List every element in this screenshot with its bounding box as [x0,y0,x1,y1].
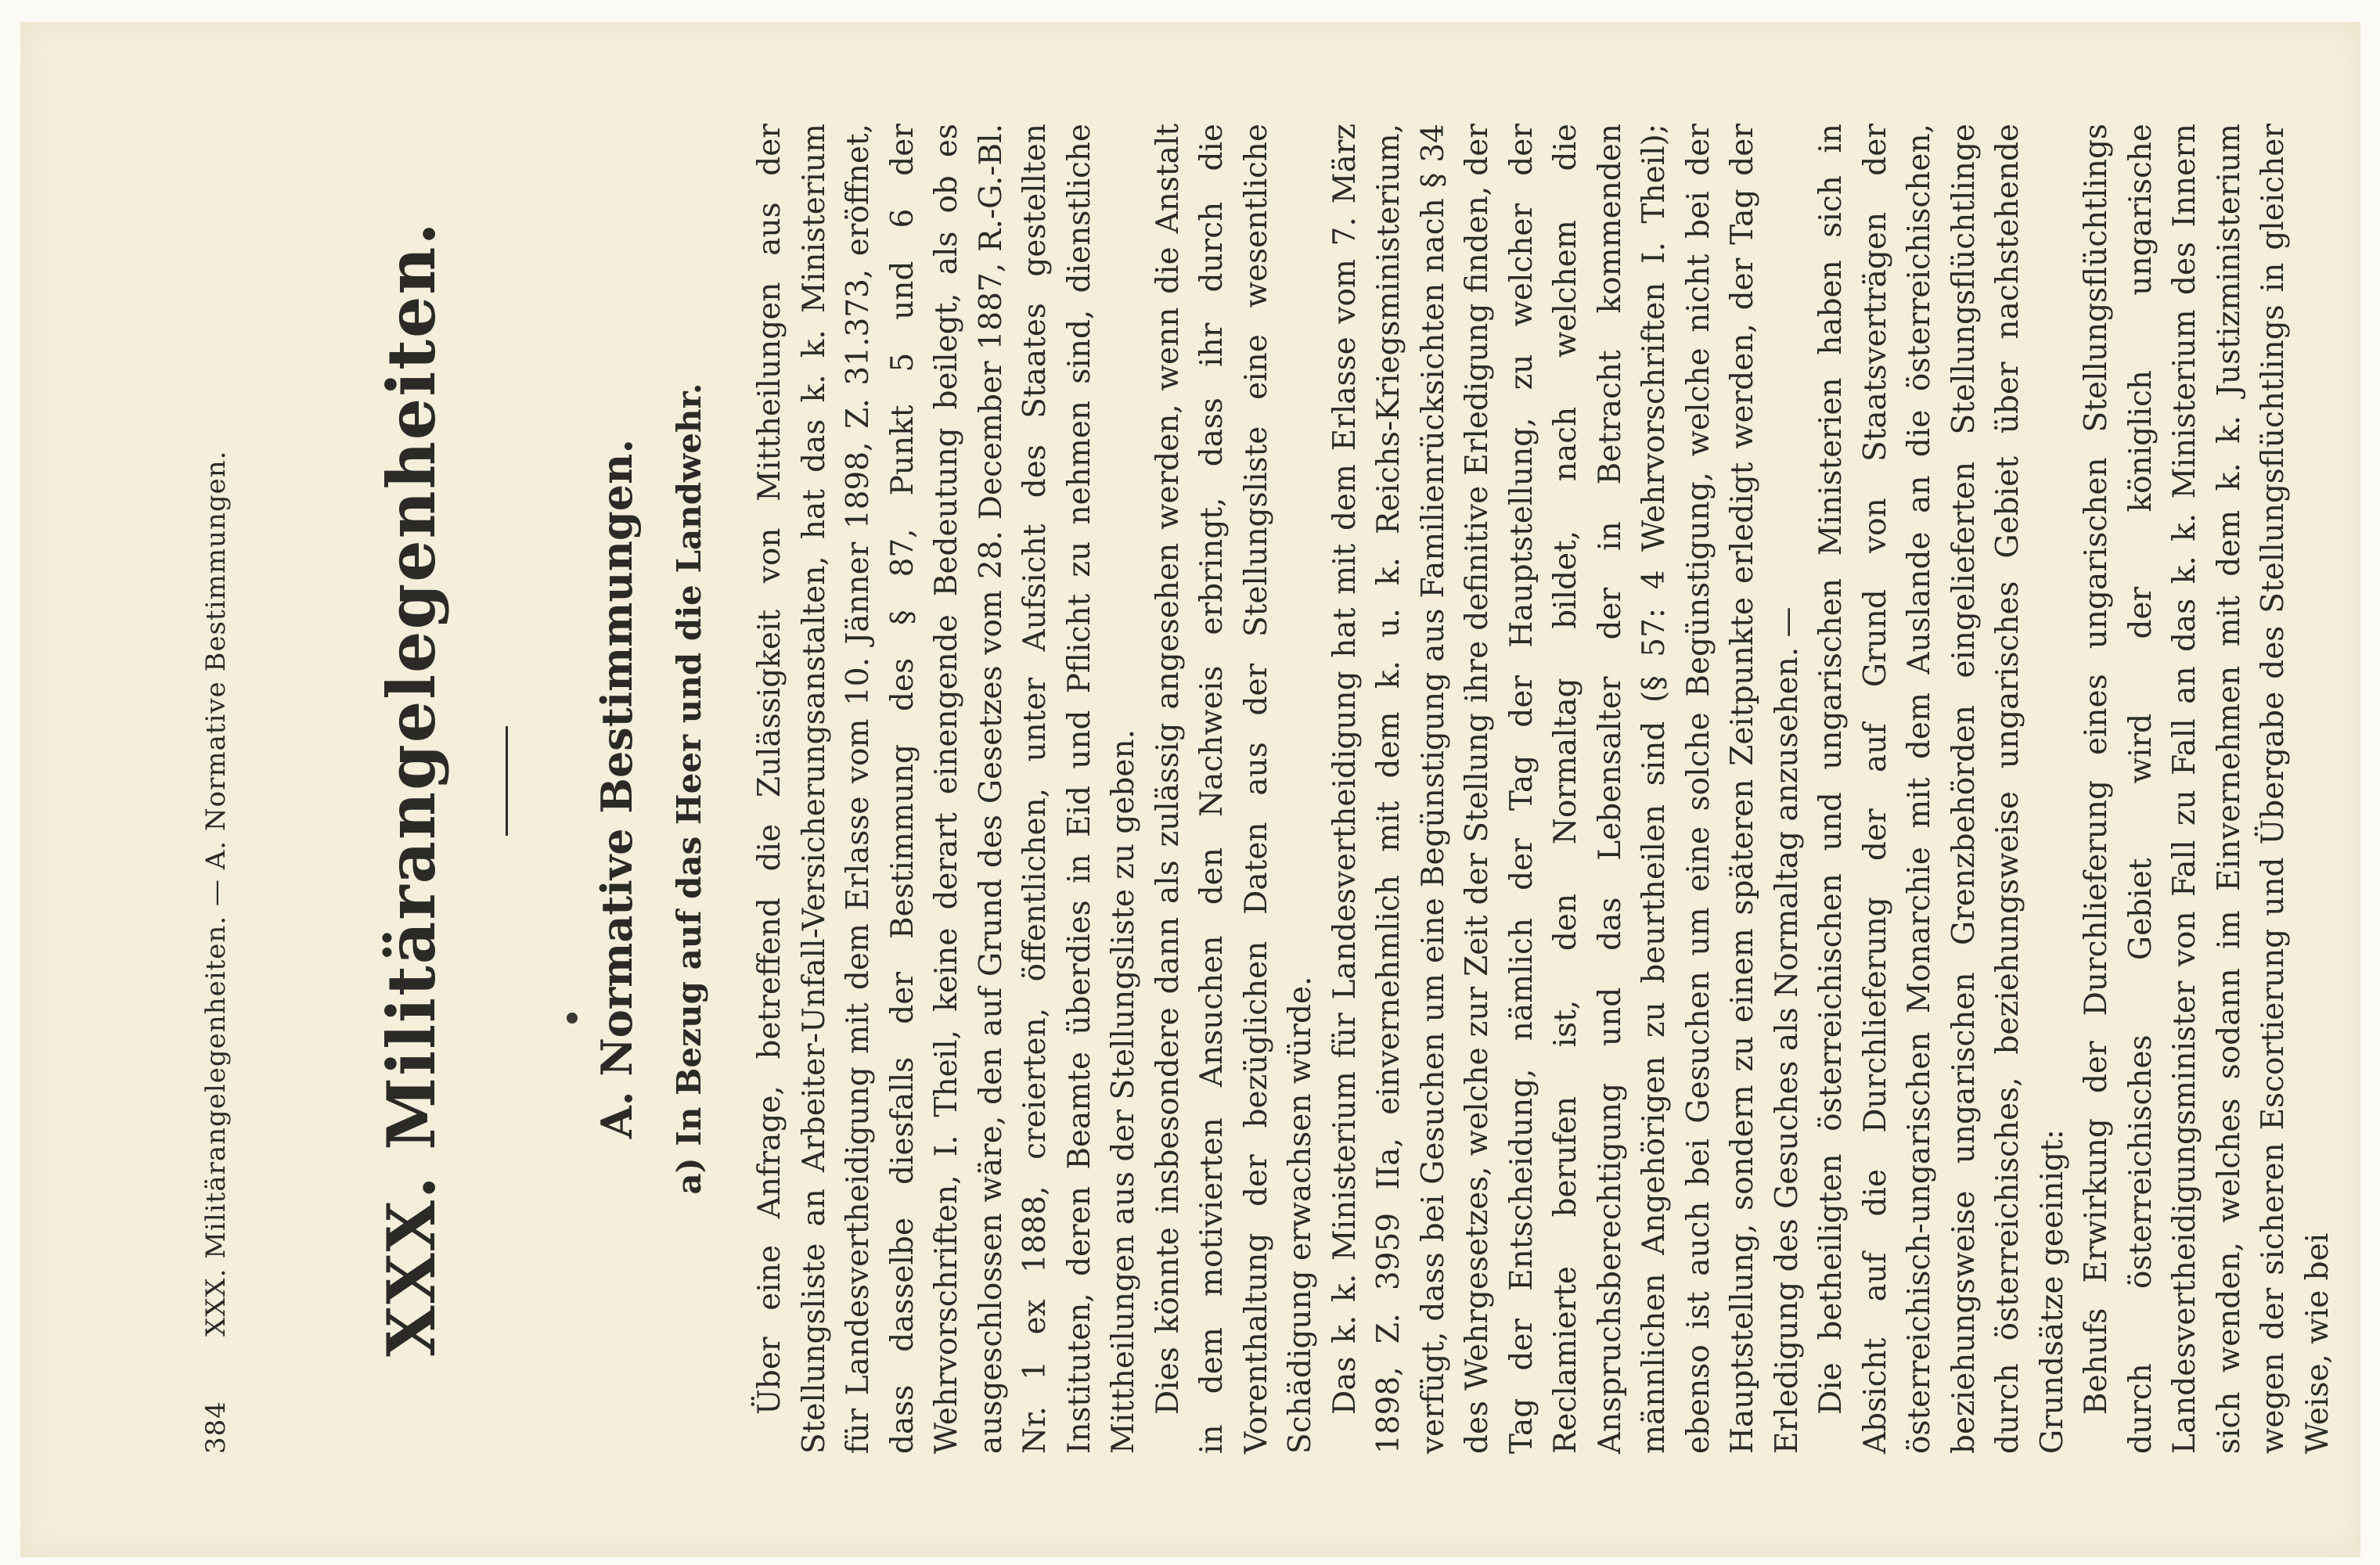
body-text [748,124,2335,1454]
subsection-title: a) In Bezug auf das Heer und die Landwehr. [670,383,708,1195]
rotated-page-content [153,77,2335,1485]
section-title: A. Normative Bestimmungen. [592,438,642,1139]
page-number: 384 [200,1401,232,1454]
title-divider [506,726,508,836]
paragraph: Die betheiligten österreichischen und ungarischen Ministerien haben sich in Absicht auf die Durchlieferung der auf Grund von Staatsverträgen der österreichisch-ungarischen Monarchie mit dem Auslande an die österreichischen, beziehungsweise ungarischen Grenzbehörden eingelieferten Stellungsflüchtlinge durch österreichisches, beziehungsweise ungarisches Gebiet über nachstehende Grundsätze geeinigt: [1813,124,2070,1454]
paper-page [20,22,2360,1557]
ink-spot [567,1013,578,1024]
chapter-title: XXX. Militärangelegenheiten. [373,221,450,1357]
paragraph: Dies könnte insbesondere dann als zulässig angesehen werden, wenn die Anstalt in dem motivierten Ansuchen den Nachweis erbringt, dass ihr durch die Vorenthaltung der bezüglichen Daten aus der Stellungsliste eine wesentliche Schädigung erwachsen würde. [1150,124,1318,1454]
paragraph: Das k. k. Ministerium für Landesvertheidigung hat mit dem Erlasse vom 7. März 1898, Z. 3959 IIa, einvernehmlich mit dem k. u. k. Reichs-Kriegsministerium, verfügt, dass bei Gesuchen um eine Begünstigung aus Familienrücksichten nach § 34 des Wehrgesetzes, welche zur Zeit der Stellung ihre definitive Erledigung finden, der Tag der Entscheidung, nämlich der Tag der Hauptstellung, zu welcher der Reclamierte berufen ist, den Normaltag bildet, nach welchem die Anspruchsberechtigung und das Lebensalter der in Betracht kommenden männlichen Angehörigen zu beurtheilen sind (§ 57: 4 Wehrvorschriften I. Theil); ebenso ist auch bei Gesuchen um eine solche Begünstigung, welche nicht bei der Hauptstellung, sondern zu einem späteren Zeitpunkte erledigt werden, der Tag der Erledigung des Gesuches als Normaltag anzusehen. — [1327,124,1805,1454]
running-head [200,124,247,1454]
paragraph: Behufs Erwirkung der Durchlieferung eines ungarischen Stellungsflüchtlings durch österreichisches Gebiet wird der königlich ungarische Landesvertheidigungsminister von Fall zu Fall an das k. k. Ministerium des Innern sich wenden, welches sodann im Einvernehmen mit dem k. k. Justizministerium wegen der sicheren Escortierung und Übergabe des Stellungsflüchtlings in gleicher Weise, wie bei [2079,124,2335,1454]
running-head-text: XXX. Militärangelegenheiten. — A. Normative Bestimmungen. [200,450,232,1337]
paragraph: Über eine Anfrage, betreffend die Zulässigkeit von Mittheilungen aus der Stellungsliste an Arbeiter-Unfall-Versicherungsanstalten, hat das k. k. Ministerium für Landesvertheidigung mit dem Erlasse vom 10. Jänner 1898, Z. 31.373, eröffnet, dass dasselbe diesfalls der Bestimmung des § 87, Punkt 5 und 6 der Wehrvorschriften, I. Theil, keine derart einengende Bedeutung beilegt, als ob es ausgeschlossen wäre, den auf Grund des Gesetzes vom 28. December 1887, R.-G.-Bl. Nr. 1 ex 1888, creierten, öffentlichen, unter Aufsicht des Staates gestellten Instituten, deren Beamte überdies in Eid und Pflicht zu nehmen sind, dienstliche Mittheilungen aus der Stellungsliste zu geben. [752,124,1141,1454]
